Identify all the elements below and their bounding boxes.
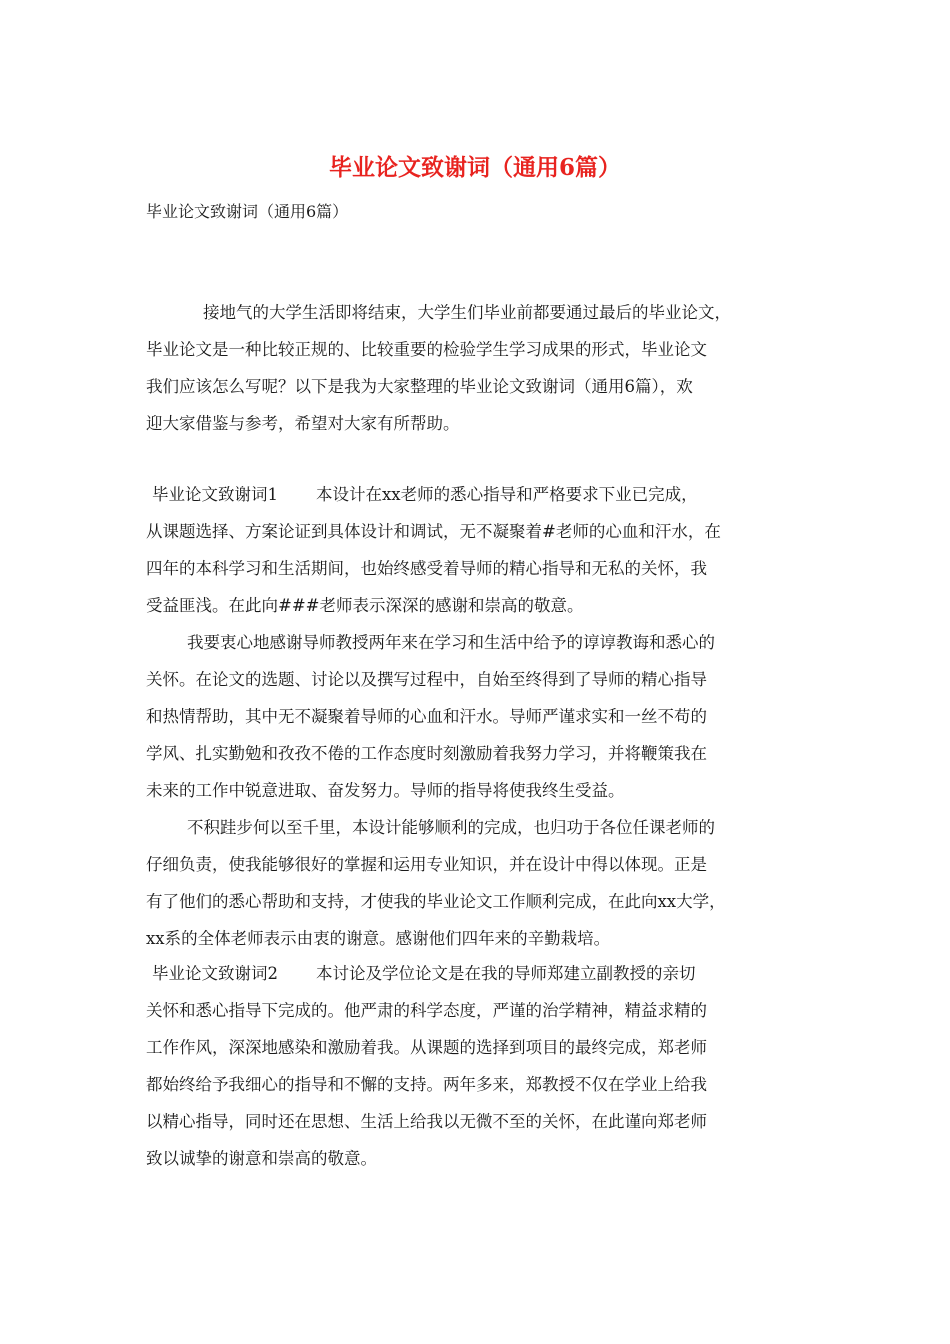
- section1-line-5: 我要衷心地感谢导师教授两年来在学习和生活中给予的谆谆教诲和悉心的: [187, 633, 715, 652]
- intro-line-1: 接地气的大学生活即将结束，大学生们毕业前都要通过最后的毕业论文，: [203, 303, 731, 322]
- section1-line-2: 从课题选择、方案论证到具体设计和调试，无不凝聚着#老师的心血和汗水，在: [146, 522, 721, 541]
- section2-line-4: 都始终给予我细心的指导和不懈的支持。两年多来，郑教授不仅在学业上给我: [146, 1075, 707, 1094]
- section2-heading: 毕业论文致谢词2: [152, 964, 278, 983]
- section2-first-line: [152, 961, 696, 987]
- section2-line-5: 以精心指导，同时还在思想、生活上给我以无微不至的关怀，在此谨向郑老师: [146, 1112, 707, 1131]
- intro-line-2: 毕业论文是一种比较正规的、比较重要的检验学生学习成果的形式，毕业论文: [146, 340, 707, 359]
- section1-line-4: 受益匪浅。在此向###老师表示深深的感谢和崇高的敬意。: [146, 596, 584, 615]
- section1-line-13: xx系的全体老师表示由衷的谢意。感谢他们四年来的辛勤栽培。: [146, 929, 611, 948]
- section1-line-3: 四年的本科学习和生活期间，也始终感受着导师的精心指导和无私的关怀，我: [146, 559, 707, 578]
- document-subtitle: 毕业论文致谢词（通用6篇）: [146, 202, 349, 221]
- section1-line-8: 学风、扎实勤勉和孜孜不倦的工作态度时刻激励着我努力学习，并将鞭策我在: [146, 744, 707, 763]
- section2-line-6: 致以诚挚的谢意和崇高的敬意。: [146, 1149, 377, 1168]
- section1-line-10: 不积跬步何以至千里，本设计能够顺利的完成，也归功于各位任课老师的: [187, 818, 715, 837]
- section1-line-9: 未来的工作中锐意进取、奋发努力。导师的指导将使我终生受益。: [146, 781, 625, 800]
- document-title: 毕业论文致谢词（通用6篇）: [328, 154, 621, 181]
- section1-line-7: 和热情帮助，其中无不凝聚着导师的心血和汗水。导师严谨求实和一丝不苟的: [146, 707, 707, 726]
- section1-line-1: 本设计在xx老师的悉心指导和严格要求下业已完成，: [316, 485, 698, 504]
- section1-heading: 毕业论文致谢词1: [152, 485, 278, 504]
- intro-line-3: 我们应该怎么写呢？以下是我为大家整理的毕业论文致谢词（通用6篇），欢: [146, 377, 693, 396]
- section2-line-2: 关怀和悉心指导下完成的。他严肃的科学态度，严谨的治学精神，精益求精的: [146, 1001, 707, 1020]
- section1-line-11: 仔细负责，使我能够很好的掌握和运用专业知识，并在设计中得以体现。正是: [146, 855, 707, 874]
- section1-first-line: [152, 482, 698, 508]
- section2-line-1: 本讨论及学位论文是在我的导师郑建立副教授的亲切: [316, 964, 696, 983]
- section1-line-6: 关怀。在论文的选题、讨论以及撰写过程中，自始至终得到了导师的精心指导: [146, 670, 707, 689]
- section1-line-12: 有了他们的悉心帮助和支持，才使我的毕业论文工作顺利完成，在此向xx大学，: [146, 892, 726, 911]
- intro-line-4: 迎大家借鉴与参考，希望对大家有所帮助。: [146, 414, 460, 433]
- section2-line-3: 工作作风，深深地感染和激励着我。从课题的选择到项目的最终完成，郑老师: [146, 1038, 707, 1057]
